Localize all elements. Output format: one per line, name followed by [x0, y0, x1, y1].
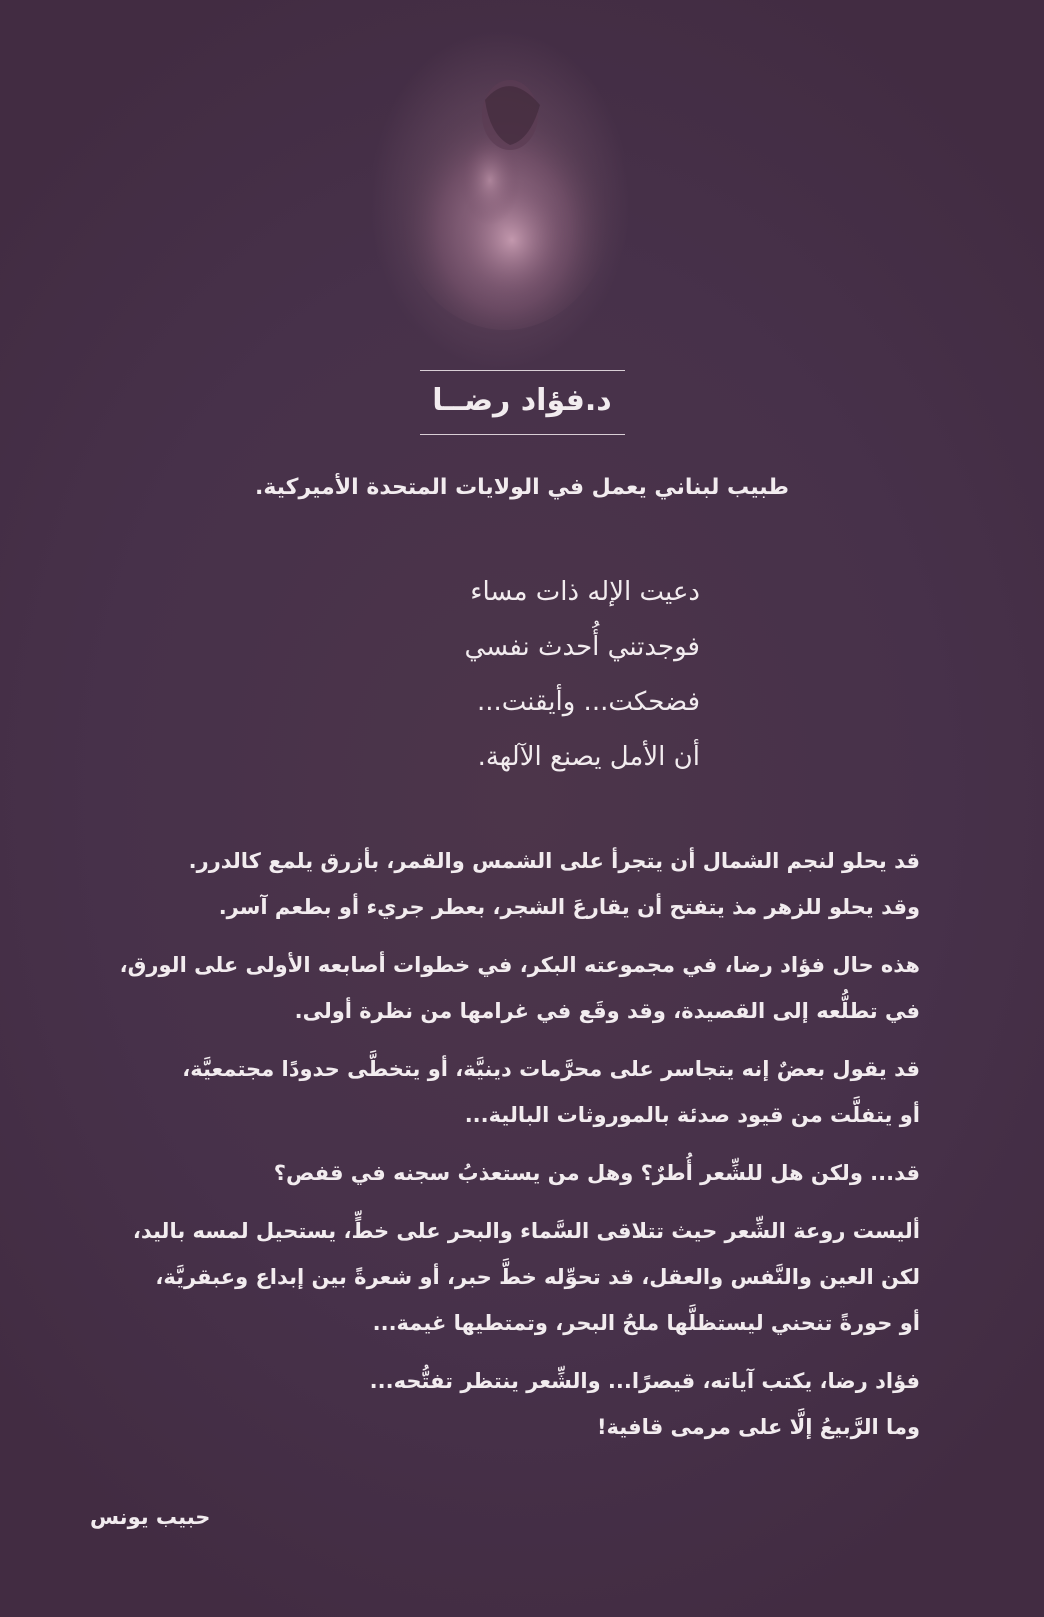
blurb-paragraph	[120, 1358, 920, 1450]
author-bio: طبيب لبناني يعمل في الولايات المتحدة الأميركية.	[254, 475, 790, 500]
title-block	[0, 370, 1044, 435]
blurb-paragraph	[120, 1046, 920, 1138]
blurb-line: لكن العين والنَّفس والعقل، قد تحوِّله خطَّ حبر، أو شعرةً بين إبداع وعبقريَّة،	[155, 1265, 920, 1289]
blurb-paragraph	[120, 1150, 920, 1196]
blurb-line: فؤاد رضا، يكتب آياته، قيصرًا... والشِّعر ينتظر تفتُّحه...	[369, 1369, 920, 1393]
blurb-paragraph	[120, 942, 920, 1034]
blurb-line: أو يتفلَّت من قيود صدئة بالموروثات البالية...	[464, 1103, 920, 1127]
title-bottom-rule	[420, 434, 625, 435]
cover-figure-image	[390, 30, 620, 330]
blurb-line: قد يحلو لنجم الشمال أن يتجرأ على الشمس والقمر، بأزرق يلمع كالدرر.	[188, 849, 920, 873]
blurb-line: هذه حال فؤاد رضا، في مجموعته البكر، في خطوات أصابعه الأولى على الورق،	[119, 953, 920, 977]
blurb-line: في تطلُّعه إلى القصيدة، وقد وقَع في غرامها من نظرة أولى.	[294, 999, 920, 1023]
blurb-line: أو حورةً تنحني ليستظلَّها ملحُ البحر، وتمتطيها غيمة...	[372, 1311, 920, 1335]
blurb-line: أليست روعة الشِّعر حيث تتلاقى السَّماء والبحر على خطٍّ، يستحيل لمسه باليد،	[132, 1219, 920, 1243]
blurb-line: وما الرَّبيعُ إلَّا على مرمى قافية!	[596, 1415, 920, 1439]
poem-line: أن الأمل يصنع الآلهة.	[477, 742, 700, 772]
poem-excerpt	[300, 565, 720, 785]
poem-line: دعيت الإله ذات مساء	[470, 577, 700, 607]
blurb-paragraph	[120, 838, 920, 930]
blurb-paragraph	[120, 1208, 920, 1346]
blurb-line: قد... ولكن هل للشِّعر أُطرٌ؟ وهل من يستعذبُ سجنه في قفص؟	[273, 1161, 920, 1185]
blurb-line: قد يقول بعضٌ إنه يتجاسر على محرَّمات دينيَّة، أو يتخطَّى حدودًا مجتمعيَّة،	[182, 1057, 920, 1081]
poem-line: فضحكت... وأيقنت...	[476, 687, 700, 717]
poem-line: فوجدتني أُحدث نفسي	[464, 632, 700, 662]
author-name: د.فؤاد رضــا	[432, 383, 612, 418]
blurb-signature: حبيب يونس	[90, 1505, 211, 1529]
blurb-line: وقد يحلو للزهر مذ يتفتح أن يقارعَ الشجر، بعطر جريء أو بطعم آسر.	[218, 895, 920, 919]
title-top-rule	[420, 370, 625, 371]
blurb-text	[120, 838, 920, 1462]
